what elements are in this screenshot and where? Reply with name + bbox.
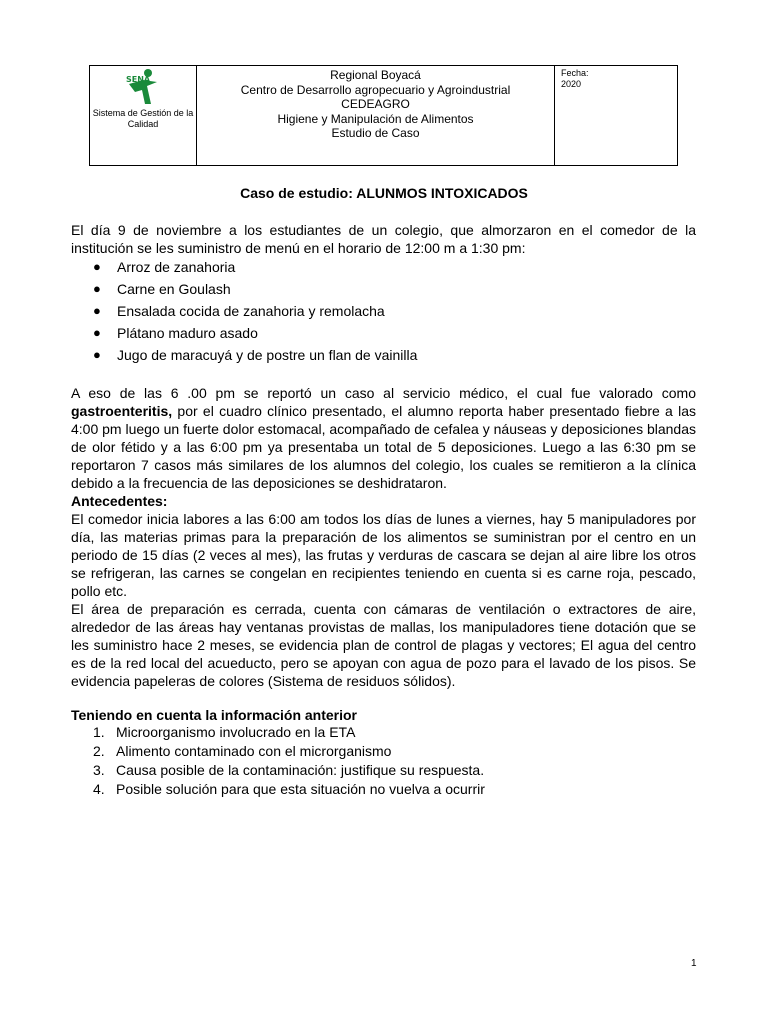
background-paragraph-2: El área de preparación es cerrada, cuenta con cámaras de ventilación o extractores de aire, alrededor de las áreas hay ventanas provistas de mallas, los manipuladores tiene dotación que se les suministro hace 2 meses, se evidencia plan de control de plagas y vectores; El agua del centro es de la red local del acueducto, pero se apoyan con agua de pozo para el lavado de los pisos. Se evidencia papeleras de colores (Sistema de residuos sólidos). — [71, 601, 696, 689]
list-item — [71, 280, 417, 302]
header-acronym: CEDEAGRO — [341, 97, 410, 112]
logo-wordmark: SENA — [126, 75, 151, 84]
header-date-cell — [555, 66, 677, 165]
date-label: Fecha: — [561, 68, 589, 78]
question-number: 3. — [93, 762, 105, 778]
case-paragraph — [71, 384, 696, 492]
background-paragraph-1: El comedor inicia labores a las 6:00 am todos los días de lunes a viernes, hay 5 manipuladores por día, las materias primas para la preparación de los alimentos se suministran por el centro en un periodo de 15 días (2 veces al mes), las frutas y verduras de cascara se dejan al aire libre los otros se refrigeran, las carnes se congelan en recipientes teniendo en cuenta si es carne roja, pescado, pollo etc. — [71, 511, 696, 599]
menu-item-text: Jugo de maracuyá y de postre un flan de vainilla — [117, 347, 418, 363]
bullet-icon: ● — [93, 259, 101, 274]
bullet-icon: ● — [93, 281, 101, 296]
list-item — [71, 742, 485, 761]
document-header-table — [89, 65, 678, 166]
case-text-after: por el cuadro clínico presentado, el alumno reporta haber presentado fiebre a las 4:00 pm luego un fuerte dolor estomacal, acompañado de cefalea y náuseas y deposiciones blandas de olor fétido y a las 6:00 pm ya presentaba un total de 5 deposiciones. Luego a las 6:30 pm se reportaron 7 casos más similares de los alumnos del colegio, los cuales se remitieron a la clínica debido a la frecuencia de las deposiciones se deshidrataron. — [71, 403, 696, 491]
menu-item-text: Arroz de zanahoria — [117, 259, 236, 275]
document-title: Caso de estudio: ALUNMOS INTOXICADOS — [240, 185, 528, 201]
questions-heading: Teniendo en cuenta la información anterior — [71, 707, 358, 723]
question-text: Posible solución para que esta situación no vuelva a ocurrir — [116, 781, 485, 797]
bullet-icon: ● — [93, 325, 101, 340]
bullet-icon: ● — [93, 347, 101, 362]
intro-paragraph: El día 9 de noviembre a los estudiantes de un colegio, que almorzaron en el comedor de la institución se les suministro de menú en el horario de 12:00 m a 1:30 pm: — [71, 222, 696, 256]
menu-item-text: Carne en Goulash — [117, 281, 231, 297]
list-item — [71, 780, 485, 799]
date-value: 2020 — [561, 79, 582, 89]
header-center-name: Centro de Desarrollo agropecuario y Agroindustrial — [240, 82, 511, 97]
list-item — [71, 723, 485, 742]
sena-logo-icon — [123, 68, 163, 106]
case-text-before: A eso de las 6 .00 pm se reportó un caso al servicio médico, el cual fue valorado como — [71, 385, 696, 401]
list-item — [71, 324, 417, 346]
list-item — [71, 761, 485, 780]
header-regional: Regional Boyacá — [330, 68, 421, 82]
header-doc-type: Estudio de Caso — [331, 126, 420, 141]
menu-item-text: Plátano maduro asado — [117, 325, 258, 341]
question-text: Causa posible de la contaminación: justifique su respuesta. — [116, 762, 485, 778]
diagnosis-term: gastroenteritis, — [71, 403, 173, 419]
questions-list — [71, 723, 485, 799]
question-text: Microorganismo involucrado en la ETA — [116, 724, 356, 740]
header-info-cell — [197, 66, 555, 165]
page-number: 1 — [691, 958, 697, 969]
background-section — [71, 492, 696, 690]
background-heading: Antecedentes: — [71, 493, 168, 509]
bullet-icon: ● — [93, 303, 101, 318]
question-number: 1. — [93, 724, 105, 740]
question-text: Alimento contaminado con el microrganismo — [116, 743, 392, 759]
logo-caption: Sistema de Gestión de la Calidad — [92, 108, 194, 129]
question-number: 2. — [93, 743, 105, 759]
list-item — [71, 302, 417, 324]
list-item — [71, 258, 417, 280]
menu-list — [71, 258, 417, 368]
menu-item-text: Ensalada cocida de zanahoria y remolacha — [117, 303, 385, 319]
header-logo-cell — [90, 66, 197, 165]
question-number: 4. — [93, 781, 105, 797]
header-course: Higiene y Manipulación de Alimentos — [277, 111, 474, 126]
list-item — [71, 346, 417, 368]
